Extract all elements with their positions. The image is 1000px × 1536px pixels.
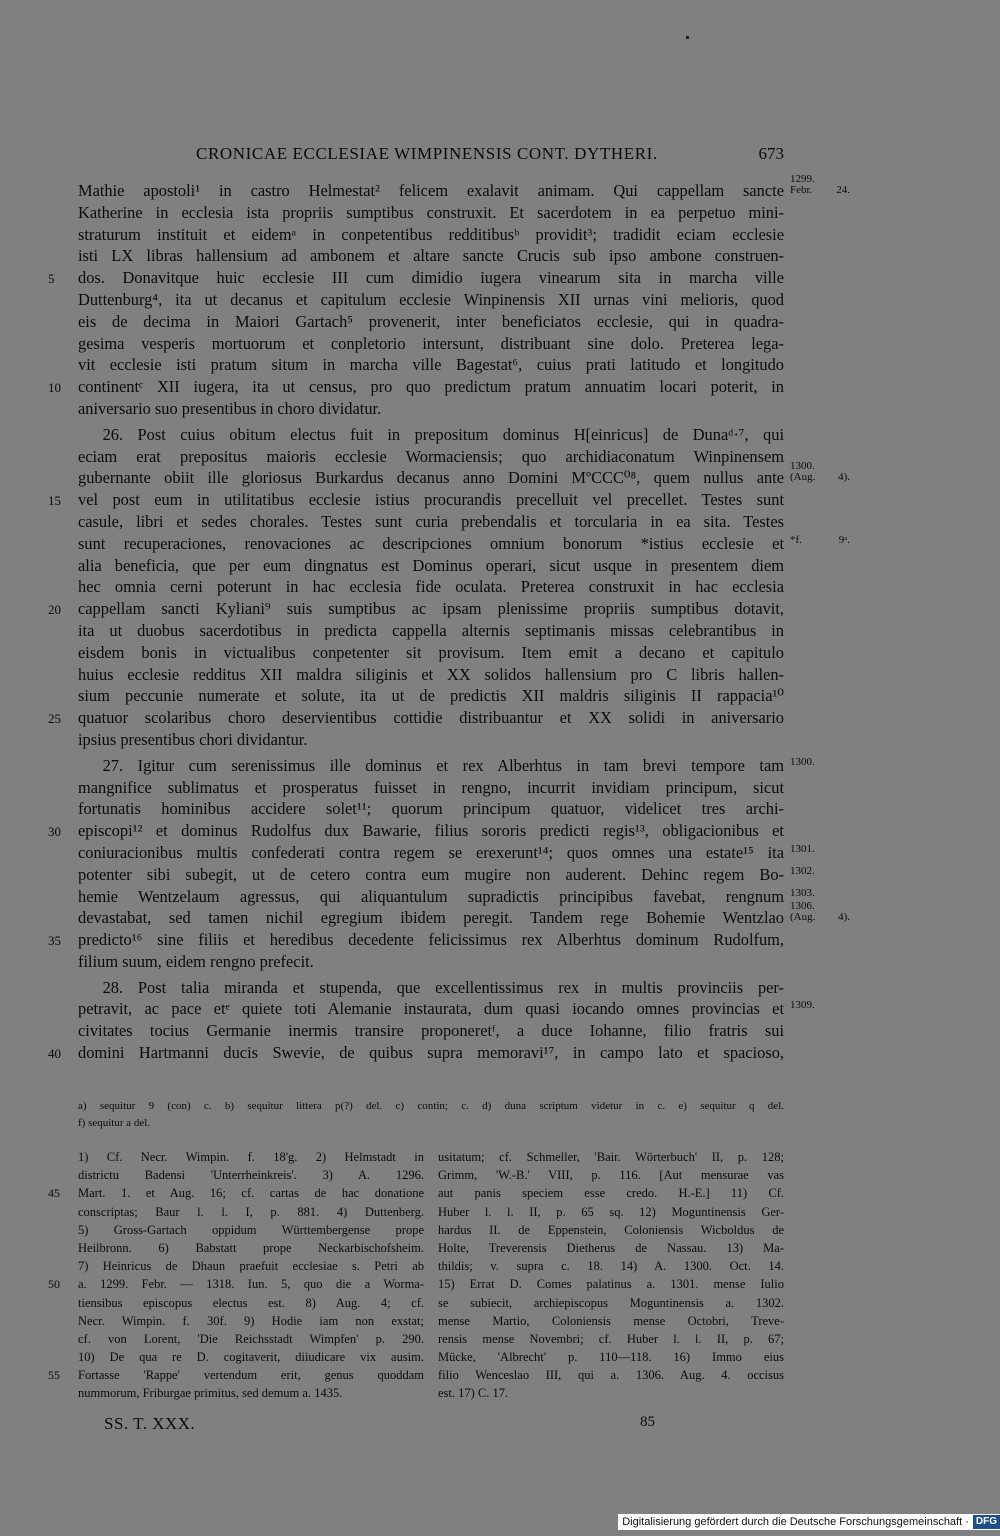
text-line xyxy=(78,446,784,468)
line-text: isti LX libras hallensium ad ambonem et altare sancte Crucis sub ipso ambone construen- xyxy=(78,246,784,266)
footnote-text: est. 17) C. 17. xyxy=(438,1386,509,1401)
line-text: mangnifice sublimatus et prosperatus fuisset in rengno, incurrit invidiam principum, sicut xyxy=(78,777,784,797)
margin-date-note: 1299. Febr. 24. xyxy=(790,173,850,196)
text-line xyxy=(78,424,784,446)
footnote-text: districtu Badensi 'Unterrheinkreis'. 3) A. 1296. xyxy=(78,1168,424,1183)
scan-speck xyxy=(686,36,689,39)
line-text: gubernante obiit ille gloriosus Burkardus decanus anno Domini MºCCC⁰⁸, quem nullus ante xyxy=(78,468,784,488)
footnote-line xyxy=(48,1366,424,1384)
footnote-line xyxy=(48,1184,424,1202)
dfg-logo: DFG xyxy=(973,1515,1000,1529)
text-line xyxy=(78,977,784,999)
footnote-text: Fortasse 'Rappe' vertendum erit, genus quoddam xyxy=(78,1368,424,1383)
footnote-line xyxy=(78,1148,424,1166)
text-line xyxy=(78,533,850,555)
line-number: 40 xyxy=(48,1046,61,1062)
running-title: CRONICAE ECCLESIAE WIMPINENSIS CONT. DYTHERI. xyxy=(196,144,658,163)
margin-date-note: 1301. xyxy=(790,842,815,855)
line-text: coniuracionibus multis confederati contra regem se erexerunt¹⁴; quos omnes una estate¹⁵ ita xyxy=(78,842,784,862)
footnote-text: tiensibus episcopus electus est. 8) Aug. 4; cf. xyxy=(78,1295,424,1310)
line-text: episcopi¹² et dominus Rudolfus dux Bawarie, filius sororis predicti regis¹³, obligacionibus et xyxy=(78,821,784,841)
line-text: vel post eum in utilitatibus ecclesie istius procurandis precelluit vel precellet. Testes sunt xyxy=(78,490,784,510)
footnotes-right-column xyxy=(438,1148,784,1403)
footnote-text: mense Martio, Coloniensis mense Octobri, Treve- xyxy=(438,1313,784,1328)
footnote-text: thildis; v. supra c. 18. 14) A. 1300. Oct. 14. xyxy=(438,1259,784,1274)
line-text: Duttenburg⁴, ita ut decanus et capitulum ecclesie Winpinensis XII urnas vini melioris, quod xyxy=(78,289,784,309)
line-text: vit ecclesie isti pratum situm in marcha ville Bagestat⁶, cuius prati latitudo et longitudo xyxy=(78,355,784,375)
footnote-text: se subiecit, archiepiscopus Moguntinensis a. 1302. xyxy=(438,1295,784,1310)
footnote-text: Necr. Wimpin. f. 30f. 9) Hodie iam non exstat; xyxy=(78,1313,424,1328)
footnote-line xyxy=(438,1330,784,1348)
line-text: casule, libri et sedes chorales. Testes sunt curia prebendalis et torcularia in ea sita. Testes xyxy=(78,511,784,531)
line-text: ita ut duobus sacerdotibus in predicta cappella alternis septimanis missas celebrantibus in xyxy=(78,620,784,640)
line-text: potenter sibi subegit, ut de cetero contra eum mugire non auderent. Dehinc regem Bo- xyxy=(78,864,784,884)
footnote-line xyxy=(78,1257,424,1275)
footnote-text: aut panis speciem esse credo. H.-E.] 11) Cf. xyxy=(438,1186,784,1201)
footnote-line xyxy=(78,1294,424,1312)
text-line xyxy=(48,267,784,289)
line-number: 30 xyxy=(48,824,61,840)
line-text: continentᶜ XII iugera, ita ut census, pro quo predictum pratum annuatim locari poterit, in xyxy=(78,377,784,397)
footnote-line xyxy=(438,1348,784,1366)
margin-date-note: 1300. xyxy=(790,755,815,768)
line-number: 20 xyxy=(48,602,61,618)
variant-note: a) sequitur 9 (con) c. b) sequitur littera p(?) del. c) contin; c. d) duna scriptum videtur in c. e) sequitur q del. xyxy=(78,1100,784,1112)
line-text: huius ecclesie redditus XII maldra siliginis et XX solidos hallensium pro C libris hallen- xyxy=(78,664,784,684)
text-line xyxy=(48,598,784,620)
footnote-line xyxy=(438,1239,784,1257)
footnote-line xyxy=(438,1221,784,1239)
footnote-text: usitatum; cf. Schmeller, 'Bair. Wörterbuch' II, p. 128; xyxy=(438,1150,784,1164)
text-line xyxy=(48,929,784,951)
text-line xyxy=(78,460,850,489)
footnote-text: 7) Heinricus de Dhaun praefuit ecclesiae s. Petri ab xyxy=(78,1259,424,1274)
line-text: fortunatis hominibus accidere solet¹¹; quorum principum quatuor, videlicet tres archi- xyxy=(78,799,784,819)
line-text: sunt recuperaciones, renovaciones ac descripciones omnium bonorum *istius ecclesie et xyxy=(78,533,784,553)
series-footer: SS. T. XXX. xyxy=(104,1414,196,1433)
text-line xyxy=(78,998,815,1020)
text-line xyxy=(78,620,784,642)
line-text: petravit, ac pace etᵉ quiete toti Alemanie instaurata, dum quasi iocando omnes provincias et xyxy=(78,999,784,1019)
footnote-text: Grimm, 'W.-B.' VIII, p. 116. [Aut mensurae vas xyxy=(438,1168,784,1183)
line-text: eisdem bonis in victualibus conpetenter sit provisum. Item emit a decano et capitulo xyxy=(78,642,784,662)
footnote-line xyxy=(78,1239,424,1257)
footnote-text: Mücke, 'Albrecht' p. 110—118. 16) Immo eius xyxy=(438,1350,784,1365)
footnote-line xyxy=(438,1148,784,1166)
footnote-line xyxy=(78,1312,424,1330)
line-number: 45 xyxy=(48,1186,60,1201)
footnote-text: nummorum, Friburgae primitus, sed demum a. 1435. xyxy=(78,1386,343,1401)
text-line xyxy=(78,951,784,973)
margin-date-note: 1300. (Aug. 4). xyxy=(790,460,850,484)
footnote-text: hardus II. de Eppenstein, Coloniensis Wicboldus de xyxy=(438,1222,784,1237)
line-number: 35 xyxy=(48,933,61,949)
main-text xyxy=(48,173,850,1064)
footnote-line xyxy=(438,1203,784,1221)
footnotes-left-column xyxy=(48,1148,424,1403)
footnote-text: rensis mense Novembri; cf. Huber l. l. II, p. 67; xyxy=(438,1331,784,1346)
footnote-text: 15) Errat D. Comes palatinus a. 1301. mense Iulio xyxy=(438,1277,784,1292)
line-number: 15 xyxy=(48,493,61,509)
line-text: aniversario suo presentibus in choro dividatur. xyxy=(78,398,382,418)
running-header xyxy=(78,144,784,168)
line-number: 25 xyxy=(48,711,61,727)
line-text: devastabat, sed tamen nichil egregium ibidem peregit. Tandem rege Bohemie Wentzlao xyxy=(78,908,784,928)
text-line xyxy=(78,289,784,311)
line-text: cappellam sancti Kyliani⁹ suis sumptibus ac ipsam plenissime propriis sumptibus dotavit, xyxy=(78,599,784,619)
line-number: 10 xyxy=(48,380,61,396)
line-text: eis de decima in Maiori Gartach⁵ provenerit, inter beneficiatos ecclesie, qui in quadra- xyxy=(78,311,784,331)
footnote-text: a. 1299. Febr. — 1318. Iun. 5, quo die a Worma- xyxy=(78,1277,424,1292)
text-line xyxy=(48,376,784,398)
margin-date-note: 1309. xyxy=(790,999,815,1012)
footnote-line xyxy=(438,1257,784,1275)
line-text: domini Hartmanni ducis Swevie, de quibus supra memoravi¹⁷, in campo lato et spacioso, xyxy=(78,1043,784,1063)
text-line xyxy=(78,842,815,864)
banner-text: Digitalisierung gefördert durch die Deutsche Forschungsgemeinschaft · xyxy=(622,1516,969,1528)
line-text: filium suum, eidem rengno prefecit. xyxy=(78,951,314,971)
text-line xyxy=(78,398,784,420)
margin-date-note: 1306. (Aug. 4). xyxy=(790,900,850,924)
line-number: 50 xyxy=(48,1277,60,1292)
line-text: gesima vesperis mortuorum et conpletorio intersunt, distribuant sine dolo. Preterea lega- xyxy=(78,333,784,353)
line-text: 28. Post talia miranda et stupenda, que excellentissimus rex in multis provinciis per- xyxy=(78,977,784,997)
text-line xyxy=(78,354,784,376)
text-line xyxy=(78,729,784,751)
line-text: predicto¹⁶ sine filiis et heredibus decedente felicissimus rex Alberhtus dominum Rudolfum, xyxy=(78,930,784,950)
line-text: alia beneficia, que per eum dingnatus est Dominus operari, sicut usque in presentem diem xyxy=(78,555,784,575)
margin-date-note: 1302. xyxy=(790,864,815,877)
footnote-text: cf. von Lorent, 'Die Reichsstadt Wimpfen' p. 290. xyxy=(78,1331,424,1346)
text-line xyxy=(78,333,784,355)
margin-date-note: *f. 9ᵃ. xyxy=(790,533,850,546)
footnote-line xyxy=(438,1166,784,1184)
text-line xyxy=(48,1042,784,1064)
line-text: hemie Wentzelaum agressus, qui aliquantulum supradictis principibus favebat, rengnum xyxy=(78,886,784,906)
footnote-text: conscriptas; Baur l. l. I, p. 881. 4) Duttenberg. xyxy=(78,1204,424,1219)
footnote-line xyxy=(78,1384,424,1402)
text-line xyxy=(78,664,784,686)
footnote-line xyxy=(438,1366,784,1384)
footnote-text: Heilbronn. 6) Babstatt prope Neckarbischofsheim. xyxy=(78,1240,424,1255)
page-number: 673 xyxy=(758,144,784,163)
text-line xyxy=(78,311,784,333)
text-line xyxy=(78,886,815,908)
footnote-text: 5) Gross-Gartach oppidum Württembergense prope xyxy=(78,1222,424,1237)
text-line xyxy=(78,777,784,799)
text-line xyxy=(78,245,784,267)
text-line xyxy=(78,798,784,820)
footnote-text: filio Wenceslao III, qui a. 1306. Aug. 4. occisus xyxy=(438,1368,784,1383)
text-line xyxy=(78,685,784,707)
footnote-line xyxy=(438,1184,784,1202)
footnote-text: Huber l. l. II, p. 65 sq. 12) Moguntinensis Ger- xyxy=(438,1204,784,1219)
line-text: hec omnia cerni poterunt in hac ecclesia fide oculata. Preterea construxit in hac ecclesia xyxy=(78,577,784,597)
text-line xyxy=(48,489,784,511)
footnote-text: Holte, Treverensis Dietherus de Nassau. 13) Ma- xyxy=(438,1240,784,1255)
footnote-line xyxy=(438,1275,784,1293)
line-text: 26. Post cuius obitum electus fuit in prepositum dominus H[einricus] de Dunaᵈ·⁷, qui xyxy=(78,424,784,444)
text-line xyxy=(78,900,850,929)
footnote-text: Mart. 1. et Aug. 16; cf. cartas de hac donatione xyxy=(78,1186,424,1201)
line-text: civitates tocius Germanie inermis transire proponeretᶠ, a duce Iohanne, filio fratris sui xyxy=(78,1021,784,1041)
text-line xyxy=(48,707,784,729)
footnote-line xyxy=(78,1330,424,1348)
footnote-line xyxy=(78,1166,424,1184)
footnote-line xyxy=(438,1384,784,1402)
footnote-text: 10) De qua re D. cogitaverit, diiudicare vix ausim. xyxy=(78,1350,424,1365)
footnote-line xyxy=(438,1312,784,1330)
line-text: quatuor scolaribus choro deservientibus cottidie distribuantur et XX solidi in aniversario xyxy=(78,708,784,728)
footnote-line xyxy=(438,1294,784,1312)
line-text: straturum instituit et eidemᵃ in conpetentibus redditibusᵇ providit³; tradidit eciam ecclesie xyxy=(78,224,784,244)
line-number: 55 xyxy=(48,1368,60,1383)
text-line xyxy=(78,1020,784,1042)
line-text: eciam erat prepositus maioris ecclesie Wormaciensis; quo archidiaconatum Winpinensem xyxy=(78,446,784,466)
text-line xyxy=(78,224,784,246)
footnote-line xyxy=(78,1348,424,1366)
footnote-line xyxy=(78,1221,424,1239)
text-line xyxy=(78,511,784,533)
line-number: 5 xyxy=(48,271,55,287)
text-line xyxy=(78,173,850,202)
variant-note: f) sequitur a del. xyxy=(78,1117,151,1129)
line-text: sium peccunie numerate et solute, ita ut de predictis XII maldris siliginis II rappacia¹⁰ xyxy=(78,686,784,706)
footnote-line xyxy=(78,1203,424,1221)
footnote-line xyxy=(48,1275,424,1293)
variant-notes xyxy=(78,1098,784,1132)
line-text: 27. Igitur cum serenissimus ille dominus et rex Alberhtus in tam brevi tempore tam xyxy=(78,755,784,775)
margin-date-note: 1303. xyxy=(790,886,815,899)
text-line xyxy=(48,820,784,842)
text-line xyxy=(78,864,815,886)
line-text: dos. Donavitque huic ecclesie III cum dimidio iugera vinearum sita in marcha ville xyxy=(78,268,784,288)
footnote-text: 1) Cf. Necr. Wimpin. f. 18'g. 2) Helmstadt in xyxy=(78,1150,424,1164)
text-line xyxy=(78,755,815,777)
text-line xyxy=(78,576,784,598)
text-line xyxy=(78,555,784,577)
line-text: Katherine in ecclesia ista propriis sumptibus construxit. Et sacerdotem in ea perpetuo mini- xyxy=(78,202,784,222)
dfg-banner[interactable] xyxy=(618,1514,1000,1530)
line-text: ipsius presentibus chori dividantur. xyxy=(78,729,308,749)
text-line xyxy=(78,202,784,224)
line-text: Mathie apostoli¹ in castro Helmestat² felicem exalavit animam. Qui cappellam sancte xyxy=(78,181,784,200)
signature-mark: 85 xyxy=(640,1414,655,1430)
text-line xyxy=(78,642,784,664)
